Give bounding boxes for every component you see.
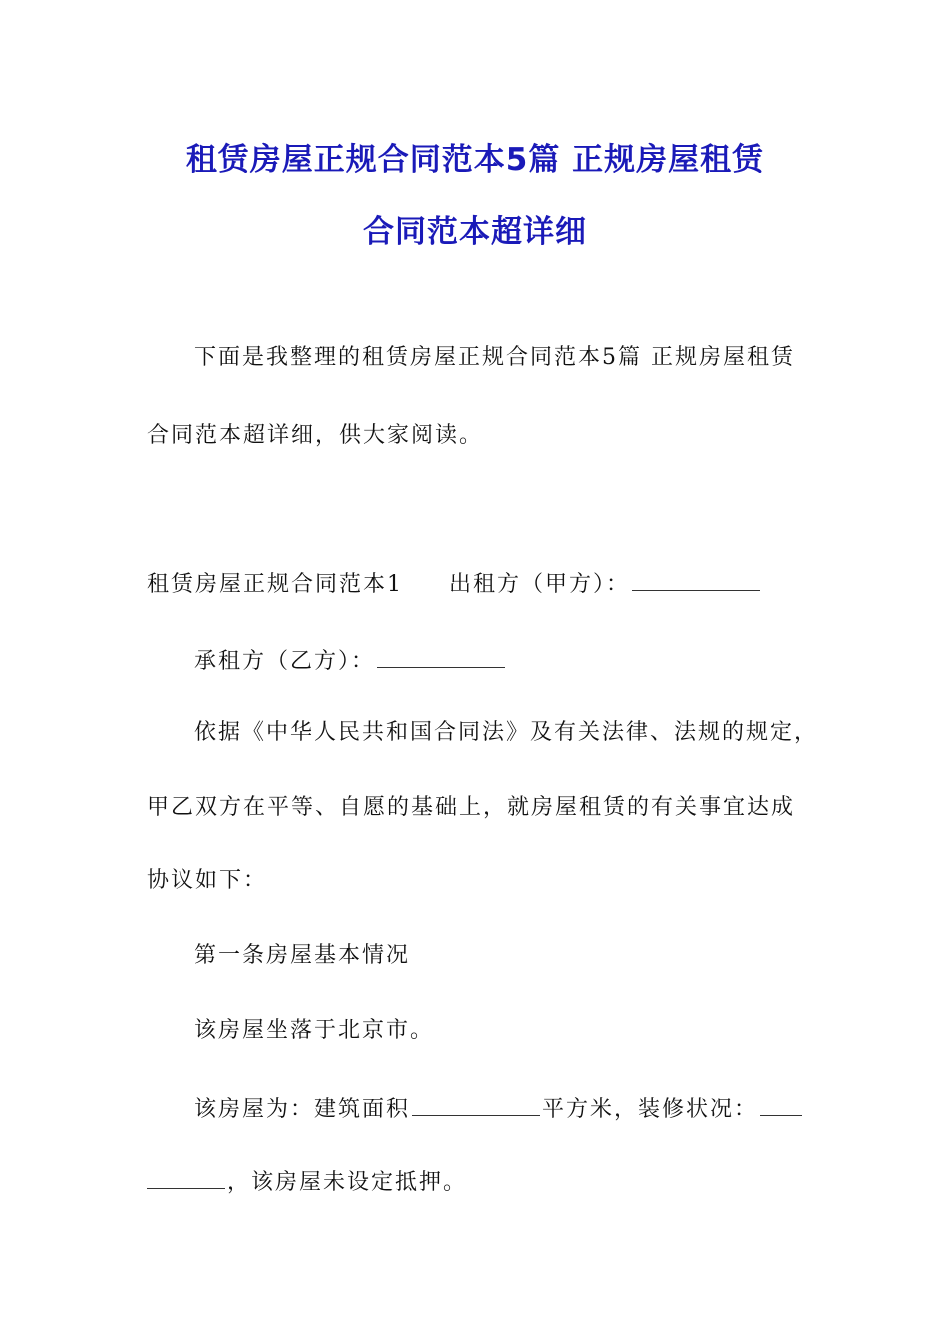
area-prefix: 该房屋为：建筑面积 <box>194 1097 411 1122</box>
area-line <box>194 1093 804 1125</box>
basis-paragraph-line-2: 甲乙双方在平等、自愿的基础上，就房屋租赁的有关事宜达成 <box>147 795 796 820</box>
basis-paragraph-line-3: 协议如下： <box>147 868 268 893</box>
intro-paragraph-line-1: 下面是我整理的租赁房屋正规合同范本5篇 正规房屋租赁 <box>194 345 795 370</box>
decor-blank-end <box>147 1166 225 1189</box>
area-blank <box>412 1093 540 1116</box>
lessor-label: 出租方（甲方）： <box>449 572 631 597</box>
mortgage-text: ，该房屋未设定抵押。 <box>227 1170 468 1195</box>
intro-paragraph-line-2: 合同范本超详细，供大家阅读。 <box>147 423 484 448</box>
article-1-heading: 第一条房屋基本情况 <box>194 943 411 968</box>
document-title-line-2: 合同范本超详细 <box>363 214 587 250</box>
lessee-line <box>194 645 507 677</box>
mortgage-line <box>147 1166 467 1198</box>
basis-paragraph-line-1: 依据《中华人民共和国合同法》及有关法律、法规的规定， <box>194 720 819 745</box>
lessee-blank <box>377 645 505 668</box>
location-text: 该房屋坐落于北京市。 <box>194 1018 435 1043</box>
decor-blank-start <box>760 1093 802 1116</box>
document-title-line-1: 租赁房屋正规合同范本5篇 正规房屋租赁 <box>185 142 765 178</box>
section-1-heading: 租赁房屋正规合同范本1 <box>147 572 403 597</box>
lessor-blank <box>632 568 760 591</box>
lessee-label: 承租方（乙方）： <box>194 649 376 674</box>
section-1-line <box>147 568 762 600</box>
area-unit-and-decor-label: 平方米，装修状况： <box>542 1097 759 1122</box>
